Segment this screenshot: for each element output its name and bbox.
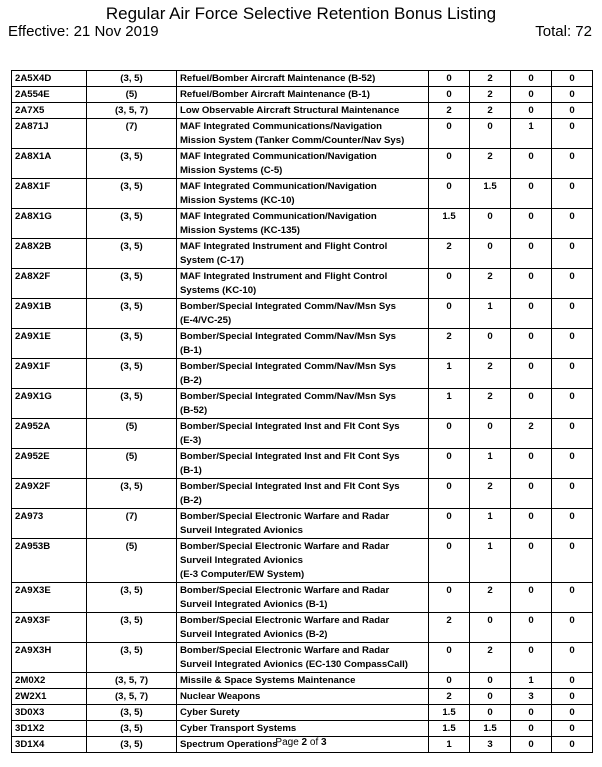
zone-a-cell: 1 [429,737,470,753]
skill-level-cell: (3, 5) [87,613,177,643]
zone-e-cell: 0 [552,673,593,689]
skill-level-cell: (3, 5) [87,239,177,269]
zone-a-cell: 0 [429,479,470,509]
table-row [12,643,593,673]
afsc-cell: 2A871J [12,119,87,149]
zone-c-cell: 0 [511,103,552,119]
zone-a-cell: 2 [429,239,470,269]
table-row [12,119,593,149]
zone-c-cell: 0 [511,87,552,103]
skill-level-cell: (3, 5) [87,329,177,359]
table-row [12,389,593,419]
total-count: Total: 72 [535,23,592,40]
zone-b-cell: 1 [470,509,511,539]
zone-a-cell: 0 [429,539,470,583]
subheader [8,23,592,40]
afsc-cell: 2A9X2F [12,479,87,509]
zone-b-cell: 2 [470,149,511,179]
zone-a-cell: 0 [429,119,470,149]
table-row [12,479,593,509]
skill-level-cell: (3, 5) [87,149,177,179]
specialty-title-cell: MAF Integrated Communications/Navigation Mission System (Tanker Comm/Counter/Nav Sys) [177,119,429,149]
table-row [12,705,593,721]
specialty-title-cell: MAF Integrated Communication/Navigation Mission Systems (KC-135) [177,209,429,239]
specialty-title-cell: Bomber/Special Integrated Comm/Nav/Msn Sys (E-4/VC-25) [177,299,429,329]
zone-b-cell: 0 [470,119,511,149]
skill-level-cell: (5) [87,539,177,583]
zone-b-cell: 0 [470,329,511,359]
zone-e-cell: 0 [552,449,593,479]
zone-b-cell: 3 [470,737,511,753]
zone-c-cell: 0 [511,209,552,239]
zone-c-cell: 0 [511,71,552,87]
page-total: 3 [321,737,327,748]
table-row [12,149,593,179]
page-title: Regular Air Force Selective Retention Bonus Listing [105,4,497,23]
zone-a-cell: 1.5 [429,705,470,721]
zone-b-cell: 1.5 [470,179,511,209]
specialty-title-cell: MAF Integrated Communication/Navigation Mission Systems (C-5) [177,149,429,179]
zone-e-cell: 0 [552,705,593,721]
zone-b-cell: 0 [470,673,511,689]
zone-b-cell: 2 [470,479,511,509]
zone-e-cell: 0 [552,149,593,179]
table-row [12,71,593,87]
specialty-title-cell: Cyber Surety [177,705,429,721]
zone-e-cell: 0 [552,539,593,583]
zone-a-cell: 0 [429,71,470,87]
afsc-cell: 2A8X1F [12,179,87,209]
zone-e-cell: 0 [552,737,593,753]
zone-c-cell: 0 [511,179,552,209]
specialty-title-cell: Cyber Transport Systems [177,721,429,737]
zone-a-cell: 1.5 [429,721,470,737]
zone-b-cell: 2 [470,389,511,419]
skill-level-cell: (3, 5, 7) [87,689,177,705]
afsc-cell: 2W2X1 [12,689,87,705]
specialty-title-cell: Bomber/Special Electronic Warfare and Radar Surveil Integrated Avionics (B-1) [177,583,429,613]
zone-c-cell: 0 [511,389,552,419]
specialty-title-cell: Refuel/Bomber Aircraft Maintenance (B-1) [177,87,429,103]
zone-a-cell: 0 [429,299,470,329]
zone-b-cell: 1 [470,449,511,479]
zone-e-cell: 0 [552,209,593,239]
skill-level-cell: (3, 5) [87,737,177,753]
table-row [12,239,593,269]
zone-e-cell: 0 [552,359,593,389]
zone-a-cell: 0 [429,149,470,179]
table-row [12,449,593,479]
zone-e-cell: 0 [552,419,593,449]
specialty-title-cell: MAF Integrated Communication/Navigation Mission Systems (KC-10) [177,179,429,209]
zone-b-cell: 2 [470,583,511,613]
table-row [12,269,593,299]
afsc-cell: 3D1X2 [12,721,87,737]
afsc-cell: 2A973 [12,509,87,539]
zone-e-cell: 0 [552,643,593,673]
table-row [12,419,593,449]
specialty-title-cell: MAF Integrated Instrument and Flight Control System (C-17) [177,239,429,269]
zone-b-cell: 2 [470,643,511,673]
afsc-cell: 2A9X3F [12,613,87,643]
zone-a-cell: 2 [429,613,470,643]
afsc-cell: 2A952A [12,419,87,449]
zone-c-cell: 0 [511,479,552,509]
specialty-title-cell: Low Observable Aircraft Structural Maintenance [177,103,429,119]
table-row [12,329,593,359]
afsc-cell: 2A554E [12,87,87,103]
skill-level-cell: (3, 5) [87,269,177,299]
zone-a-cell: 0 [429,87,470,103]
zone-a-cell: 0 [429,269,470,299]
zone-e-cell: 0 [552,613,593,643]
specialty-title-cell: Bomber/Special Electronic Warfare and Radar Surveil Integrated Avionics [177,509,429,539]
page-footer [0,737,602,748]
afsc-cell: 2A8X2F [12,269,87,299]
specialty-title-cell: Refuel/Bomber Aircraft Maintenance (B-52) [177,71,429,87]
zone-c-cell: 2 [511,419,552,449]
skill-level-cell: (5) [87,87,177,103]
afsc-cell: 2A8X1A [12,149,87,179]
zone-c-cell: 1 [511,673,552,689]
skill-level-cell: (3, 5) [87,209,177,239]
specialty-title-cell: Bomber/Special Electronic Warfare and Radar Surveil Integrated Avionics (E-3 Computer/EW System) [177,539,429,583]
afsc-cell: 2A9X3E [12,583,87,613]
afsc-cell: 2A9X1F [12,359,87,389]
zone-b-cell: 2 [470,359,511,389]
zone-c-cell: 0 [511,737,552,753]
zone-b-cell: 0 [470,209,511,239]
page-current: 2 [301,737,308,748]
zone-c-cell: 0 [511,239,552,269]
afsc-cell: 2A9X1E [12,329,87,359]
skill-level-cell: (3, 5) [87,583,177,613]
zone-b-cell: 2 [470,103,511,119]
specialty-title-cell: Bomber/Special Integrated Inst and Flt Cont Sys (B-1) [177,449,429,479]
table-row [12,509,593,539]
afsc-cell: 2A953B [12,539,87,583]
zone-a-cell: 0 [429,419,470,449]
zone-b-cell: 1 [470,539,511,583]
afsc-cell: 3D1X4 [12,737,87,753]
skill-level-cell: (3, 5) [87,299,177,329]
skill-level-cell: (7) [87,509,177,539]
zone-b-cell: 0 [470,689,511,705]
zone-c-cell: 0 [511,299,552,329]
table-row [12,209,593,239]
table-row [12,613,593,643]
zone-a-cell: 0 [429,449,470,479]
specialty-title-cell: Spectrum Operations [177,737,429,753]
zone-a-cell: 2 [429,689,470,705]
zone-c-cell: 0 [511,449,552,479]
zone-e-cell: 0 [552,71,593,87]
afsc-cell: 2A7X5 [12,103,87,119]
zone-c-cell: 3 [511,689,552,705]
zone-e-cell: 0 [552,103,593,119]
skill-level-cell: (3, 5) [87,721,177,737]
specialty-title-cell: Bomber/Special Electronic Warfare and Radar Surveil Integrated Avionics (EC-130 CompassCall) [177,643,429,673]
zone-b-cell: 0 [470,705,511,721]
zone-c-cell: 0 [511,149,552,179]
zone-c-cell: 0 [511,643,552,673]
zone-c-cell: 0 [511,359,552,389]
specialty-title-cell: Bomber/Special Integrated Comm/Nav/Msn Sys (B-2) [177,359,429,389]
specialty-title-cell: Bomber/Special Electronic Warfare and Radar Surveil Integrated Avionics (B-2) [177,613,429,643]
afsc-cell: 2A5X4D [12,71,87,87]
bonus-table [11,70,593,753]
zone-b-cell: 0 [470,419,511,449]
zone-e-cell: 0 [552,239,593,269]
specialty-title-cell: Bomber/Special Integrated Inst and Flt Cont Sys (E-3) [177,419,429,449]
skill-level-cell: (3, 5) [87,705,177,721]
table-row [12,673,593,689]
zone-b-cell: 2 [470,71,511,87]
zone-e-cell: 0 [552,179,593,209]
zone-a-cell: 0 [429,509,470,539]
zone-e-cell: 0 [552,269,593,299]
table-row [12,721,593,737]
afsc-cell: 3D0X3 [12,705,87,721]
table-row [12,359,593,389]
zone-b-cell: 2 [470,87,511,103]
zone-e-cell: 0 [552,119,593,149]
zone-e-cell: 0 [552,509,593,539]
zone-c-cell: 1 [511,119,552,149]
skill-level-cell: (3, 5, 7) [87,103,177,119]
afsc-cell: 2A952E [12,449,87,479]
page-of: of [309,737,319,748]
skill-level-cell: (3, 5) [87,71,177,87]
afsc-cell: 2A9X3H [12,643,87,673]
specialty-title-cell: Bomber/Special Integrated Inst and Flt Cont Sys (B-2) [177,479,429,509]
zone-a-cell: 1 [429,389,470,419]
table-row [12,299,593,329]
zone-e-cell: 0 [552,583,593,613]
effective-date: Effective: 21 Nov 2019 [8,23,159,40]
zone-a-cell: 2 [429,329,470,359]
zone-e-cell: 0 [552,389,593,419]
zone-a-cell: 2 [429,103,470,119]
zone-a-cell: 0 [429,673,470,689]
skill-level-cell: (3, 5) [87,359,177,389]
table-row [12,103,593,119]
zone-e-cell: 0 [552,87,593,103]
table-row [12,689,593,705]
afsc-cell: 2A8X2B [12,239,87,269]
zone-b-cell: 0 [470,239,511,269]
skill-level-cell: (3, 5) [87,479,177,509]
skill-level-cell: (3, 5) [87,179,177,209]
zone-c-cell: 0 [511,329,552,359]
afsc-cell: 2A9X1B [12,299,87,329]
afsc-cell: 2M0X2 [12,673,87,689]
specialty-title-cell: Missile & Space Systems Maintenance [177,673,429,689]
zone-b-cell: 1.5 [470,721,511,737]
table-row [12,179,593,209]
skill-level-cell: (5) [87,449,177,479]
zone-c-cell: 0 [511,583,552,613]
zone-b-cell: 0 [470,613,511,643]
zone-e-cell: 0 [552,329,593,359]
table-row [12,583,593,613]
skill-level-cell: (7) [87,119,177,149]
skill-level-cell: (3, 5, 7) [87,673,177,689]
zone-c-cell: 0 [511,613,552,643]
specialty-title-cell: Bomber/Special Integrated Comm/Nav/Msn Sys (B-52) [177,389,429,419]
zone-b-cell: 1 [470,299,511,329]
zone-e-cell: 0 [552,479,593,509]
zone-c-cell: 0 [511,269,552,299]
table-row [12,539,593,583]
skill-level-cell: (3, 5) [87,643,177,673]
skill-level-cell: (3, 5) [87,389,177,419]
zone-c-cell: 0 [511,721,552,737]
afsc-cell: 2A9X1G [12,389,87,419]
zone-c-cell: 0 [511,539,552,583]
zone-c-cell: 0 [511,705,552,721]
zone-b-cell: 2 [470,269,511,299]
zone-a-cell: 1.5 [429,209,470,239]
zone-e-cell: 0 [552,299,593,329]
skill-level-cell: (5) [87,419,177,449]
specialty-title-cell: Nuclear Weapons [177,689,429,705]
page-label: Page [275,737,299,748]
zone-a-cell: 0 [429,643,470,673]
zone-e-cell: 0 [552,721,593,737]
table-row [12,87,593,103]
zone-a-cell: 1 [429,359,470,389]
zone-a-cell: 0 [429,583,470,613]
zone-e-cell: 0 [552,689,593,705]
specialty-title-cell: Bomber/Special Integrated Comm/Nav/Msn Sys (B-1) [177,329,429,359]
zone-a-cell: 0 [429,179,470,209]
specialty-title-cell: MAF Integrated Instrument and Flight Control Systems (KC-10) [177,269,429,299]
afsc-cell: 2A8X1G [12,209,87,239]
zone-c-cell: 0 [511,509,552,539]
